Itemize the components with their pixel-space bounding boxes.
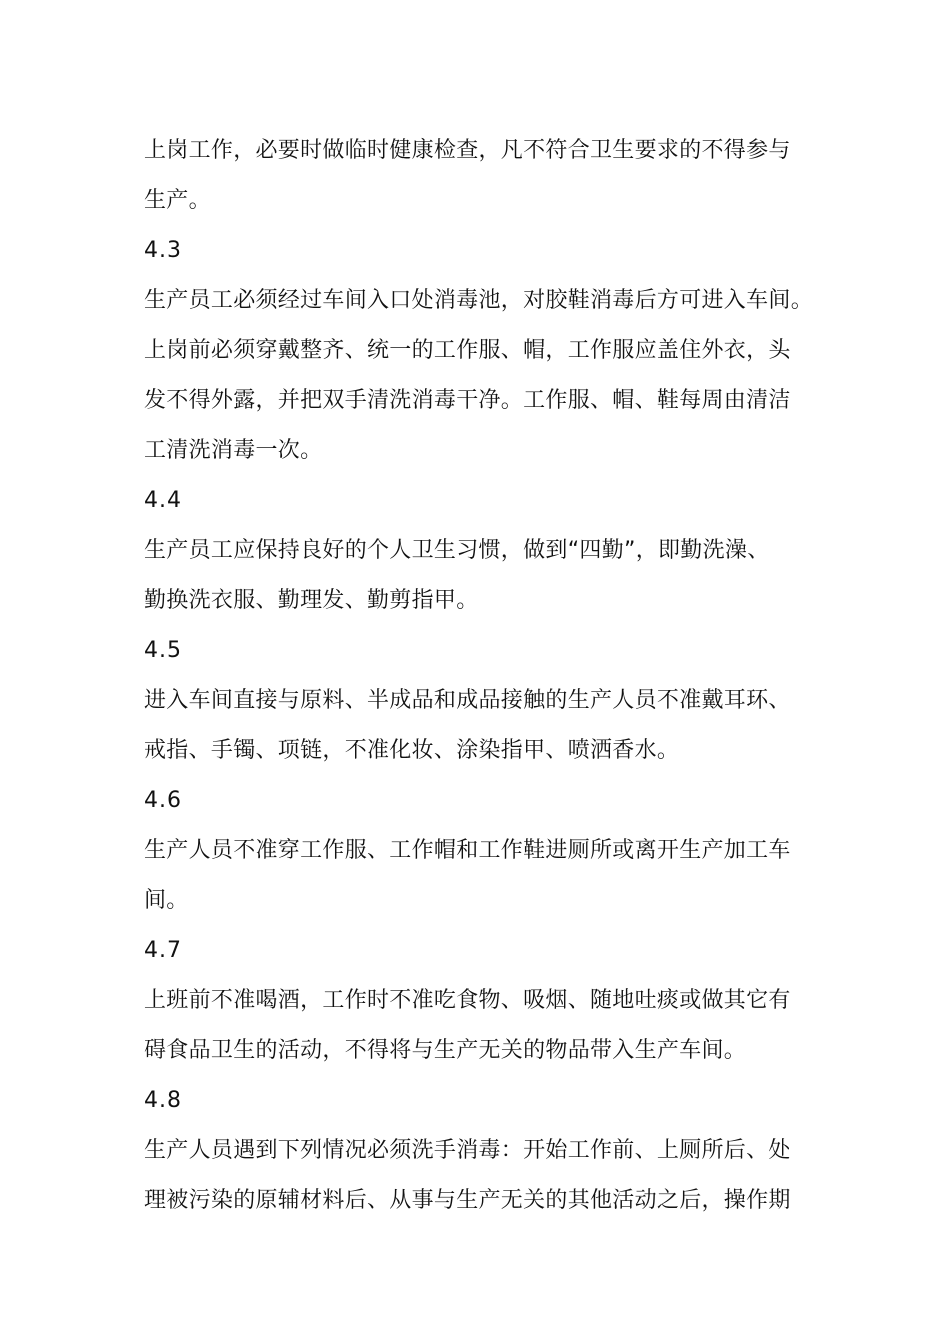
text-line: 上岗前必须穿戴整齐、统一的工作服、帽，工作服应盖住外衣，头 [144,338,791,363]
section-number: 4.7 [144,938,182,963]
section-number: 4.6 [144,788,182,813]
section-number: 4.3 [144,238,182,263]
text-line: 上班前不准喝酒，工作时不准吃食物、吸烟、随地吐痰或做其它有 [144,988,791,1013]
text-line: 发不得外露，并把双手清洗消毒干净。工作服、帽、鞋每周由清洁 [144,388,791,413]
text-line: 间。 [144,888,189,913]
text-line: 工清洗消毒一次。 [144,438,323,463]
text-line: 生产。 [144,188,211,213]
text-line: 勤换洗衣服、勤理发、勤剪指甲。 [144,588,479,613]
document-body [144,126,824,1226]
section-number: 4.4 [144,488,182,513]
text-line: 进入车间直接与原料、半成品和成品接触的生产人员不准戴耳环、 [144,688,791,713]
text-line: 生产员工应保持良好的个人卫生习惯，做到“四勤”，即勤洗澡、 [144,538,770,563]
text-line: 碍食品卫生的活动，不得将与生产无关的物品带入生产车间。 [144,1038,747,1063]
text-line: 理被污染的原辅材料后、从事与生产无关的其他活动之后，操作期 [144,1188,791,1213]
section-number: 4.5 [144,638,182,663]
section-number: 4.8 [144,1088,182,1113]
text-line: 上岗工作，必要时做临时健康检查，凡不符合卫生要求的不得参与 [144,138,791,163]
text-line: 戒指、手镯、项链，不准化妆、涂染指甲、喷洒香水。 [144,738,680,763]
text-line: 生产人员不准穿工作服、工作帽和工作鞋进厕所或离开生产加工车 [144,838,791,863]
text-line: 生产员工必须经过车间入口处消毒池，对胶鞋消毒后方可进入车间。 [144,288,814,313]
text-line: 生产人员遇到下列情况必须洗手消毒：开始工作前、上厕所后、处 [144,1138,791,1163]
